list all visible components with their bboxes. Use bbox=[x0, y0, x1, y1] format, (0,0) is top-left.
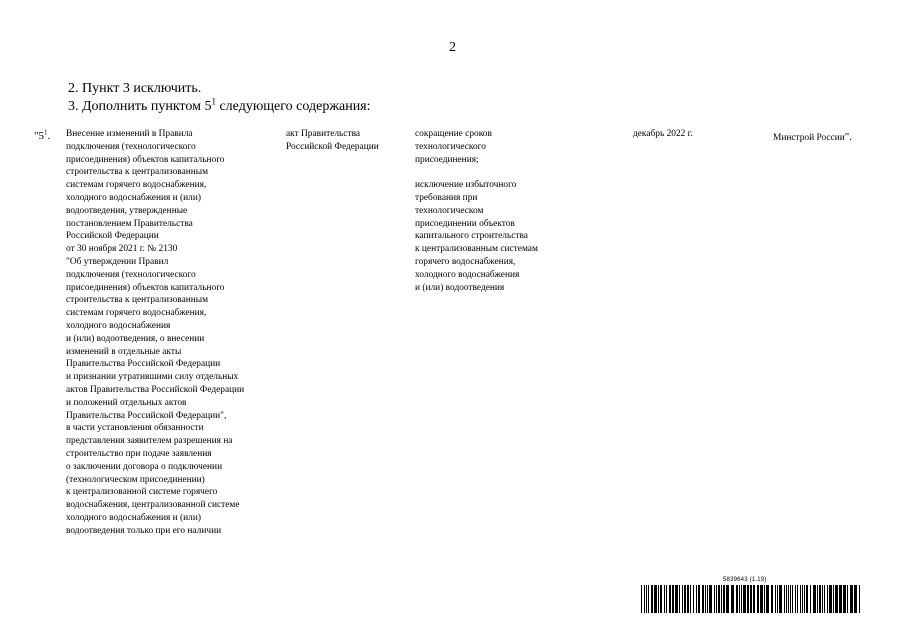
instruction-item-3-text: 3. Дополнить пунктом 5 bbox=[68, 99, 212, 114]
instruction-item-2: 2. Пункт 3 исключить. bbox=[68, 81, 202, 96]
instruction-item-3-suffix: следующего содержания: bbox=[215, 99, 371, 114]
instruction-item-3 bbox=[68, 98, 371, 116]
barcode-id: 5839643 (1.19) bbox=[723, 577, 767, 583]
responsible-name: Минстрой России bbox=[773, 133, 845, 143]
measure-description: Внесение изменений в Правила подключения (технологического присоединения) объектов капитального строительства к централизованным системам горячего водоснабжения, холодного водоснабжения и (или) водоотведения, утвержденные постановлением Правительства Российской Федерации от 30 ноября 2021 г. № 2130 "Об утверждении Правил подключения (технологического присоединения) объектов капитального строительства к централизованным системам горячего водоснабжения, холодного водоснабжения и (или) водоотведения, о внесении изменений в отдельные акты Правительства Российской Федерации и признании утратившими силу отдельных актов Правительства Российской Федерации и положений отдельных актов Правительства Российской Федерации", в части установления обязанности представления заявителем разрешения на строительство при подаче заявления о заключении договора о подключении (технологическом присоединении) к централизованной системе горячего водоснабжения, централизованной системе холодного водоснабжения и (или) водоотведения только при его наличии bbox=[66, 129, 245, 536]
act-type: акт Правительства Российской Федерации bbox=[286, 129, 379, 152]
page-number: 2 bbox=[449, 40, 456, 55]
expected-result: сокращение сроков технологического присоединения; исключение избыточного требования при технологическом присоединении объектов капитального строительства к централизованным системам горячего водоснабжения, холодного водоснабжения и (или) водоотведения bbox=[415, 129, 538, 293]
document-barcode bbox=[641, 577, 861, 613]
row-number-superscript: 1 bbox=[44, 128, 48, 137]
row-number-open: "5 bbox=[34, 130, 44, 142]
instruction-item-3-superscript: 1 bbox=[211, 96, 216, 107]
responsible-body bbox=[773, 131, 852, 145]
row-number-close: . bbox=[47, 130, 51, 142]
barcode-icon bbox=[641, 585, 861, 613]
row-number bbox=[34, 130, 50, 143]
deadline: декабрь 2022 г. bbox=[633, 129, 693, 139]
closing-quote: ". bbox=[844, 131, 852, 143]
